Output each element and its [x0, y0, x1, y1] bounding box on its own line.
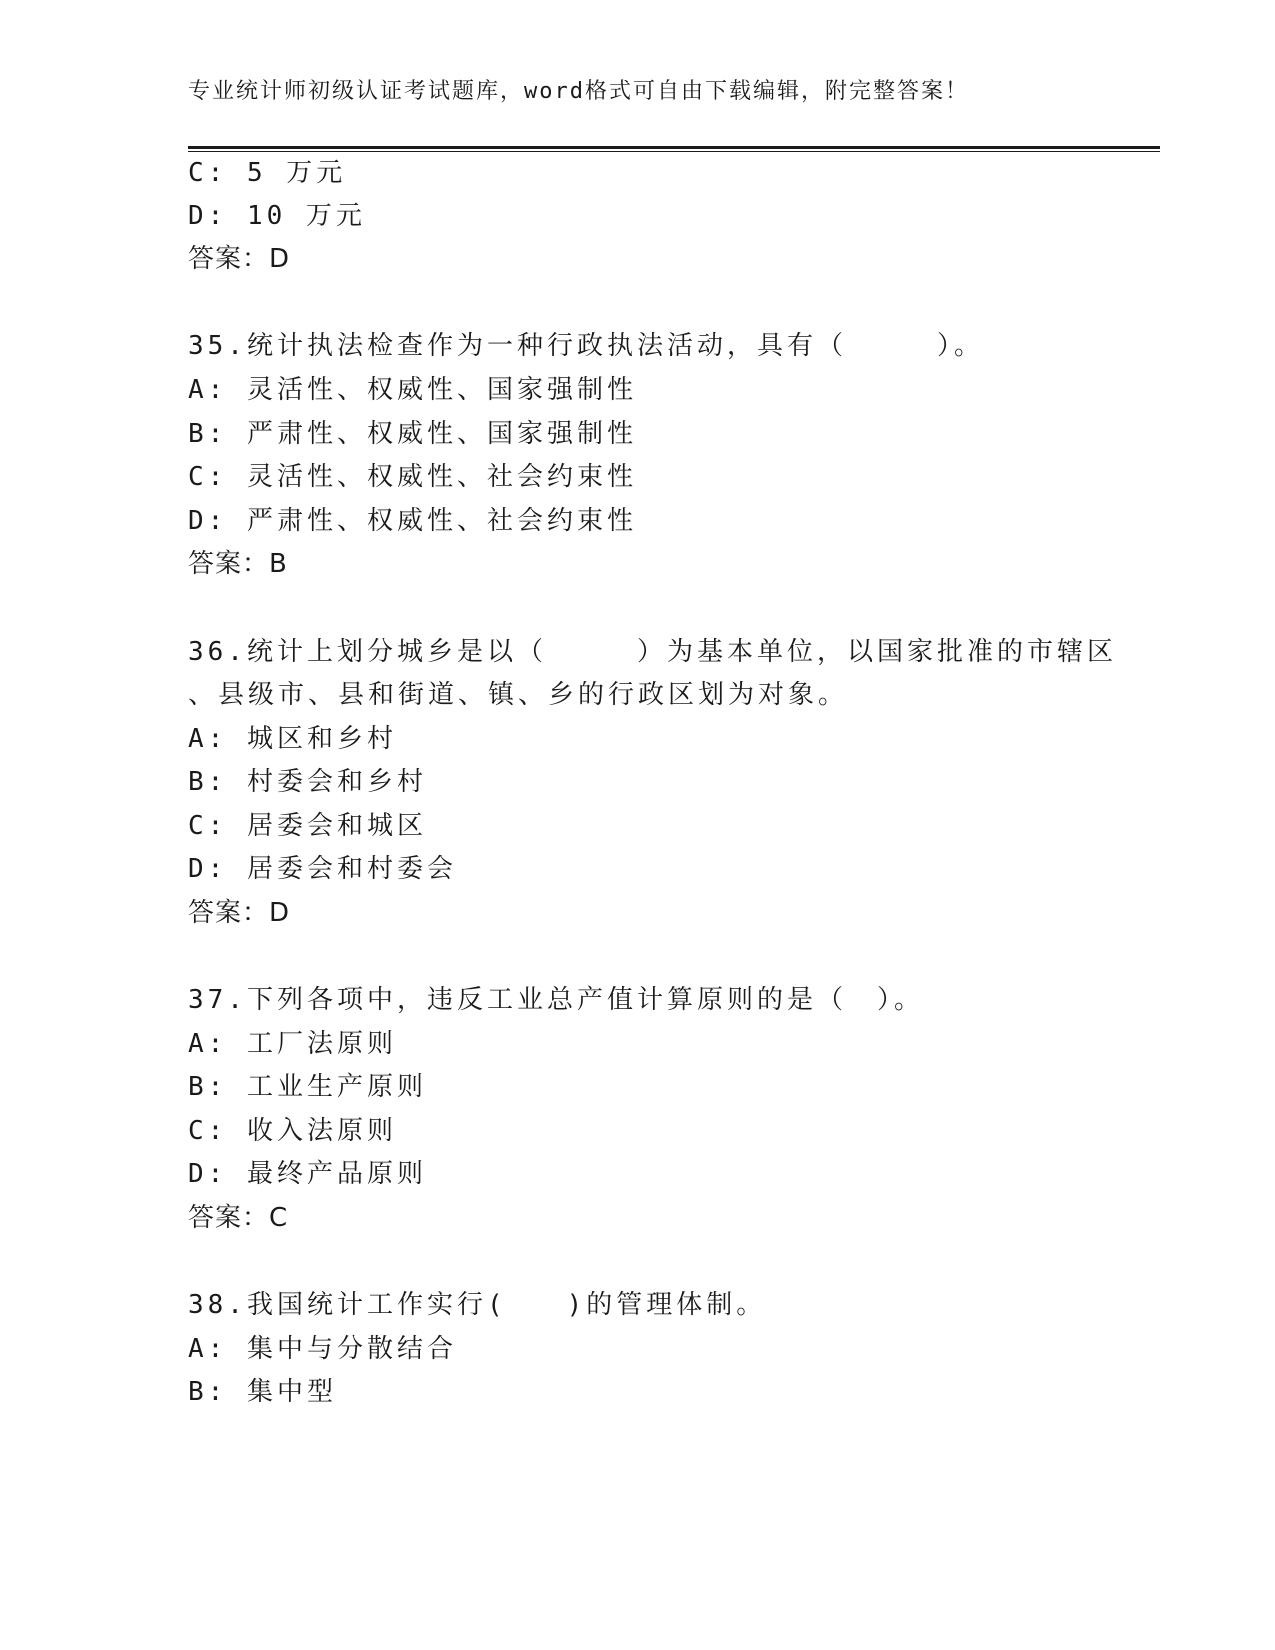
q36-question-line1: 36.统计上划分城乡是以（ ）为基本单位，以国家批准的市辖区: [188, 637, 1117, 667]
q37-option-d: D: 最终产品原则: [188, 1159, 427, 1189]
q35-option-a: A: 灵活性、权威性、国家强制性: [188, 375, 637, 405]
q34-option-c: C: 5 万元: [188, 158, 347, 188]
q34-option-d: D: 10 万元: [188, 201, 366, 231]
q38-question: 38.我国统计工作实行( )的管理体制。: [188, 1290, 767, 1320]
q37-option-b: B: 工业生产原则: [188, 1072, 427, 1102]
q35-option-c: C: 灵活性、权威性、社会约束性: [188, 462, 637, 492]
q36-option-c: C: 居委会和城区: [188, 811, 427, 841]
page-header: 专业统计师初级认证考试题库，word格式可自由下载编辑，附完整答案！: [188, 79, 969, 104]
header-divider-thin: [188, 151, 1160, 152]
q37-option-c: C: 收入法原则: [188, 1116, 397, 1146]
q36-question-line2: 、县级市、县和街道、镇、乡的行政区划为对象。: [188, 680, 849, 710]
q38-option-b: B: 集中型: [188, 1377, 337, 1407]
q35-question: 35.统计执法检查作为一种行政执法活动，具有（ ）。: [188, 331, 984, 361]
q36-option-a: A: 城区和乡村: [188, 724, 397, 754]
header-divider-thick: [188, 146, 1160, 149]
q38-option-a: A: 集中与分散结合: [188, 1334, 457, 1364]
q37-option-a: A: 工厂法原则: [188, 1029, 397, 1059]
q35-answer: 答案：B: [188, 549, 288, 579]
q35-option-b: B: 严肃性、权威性、国家强制性: [188, 419, 637, 449]
q36-option-d: D: 居委会和村委会: [188, 854, 457, 884]
q36-answer: 答案：D: [188, 898, 291, 928]
q37-question: 37.下列各项中，违反工业总产值计算原则的是（ ）。: [188, 985, 924, 1015]
q37-answer: 答案：C: [188, 1203, 289, 1233]
q36-option-b: B: 村委会和乡村: [188, 767, 427, 797]
q35-option-d: D: 严肃性、权威性、社会约束性: [188, 506, 637, 536]
q34-answer: 答案：D: [188, 244, 291, 274]
